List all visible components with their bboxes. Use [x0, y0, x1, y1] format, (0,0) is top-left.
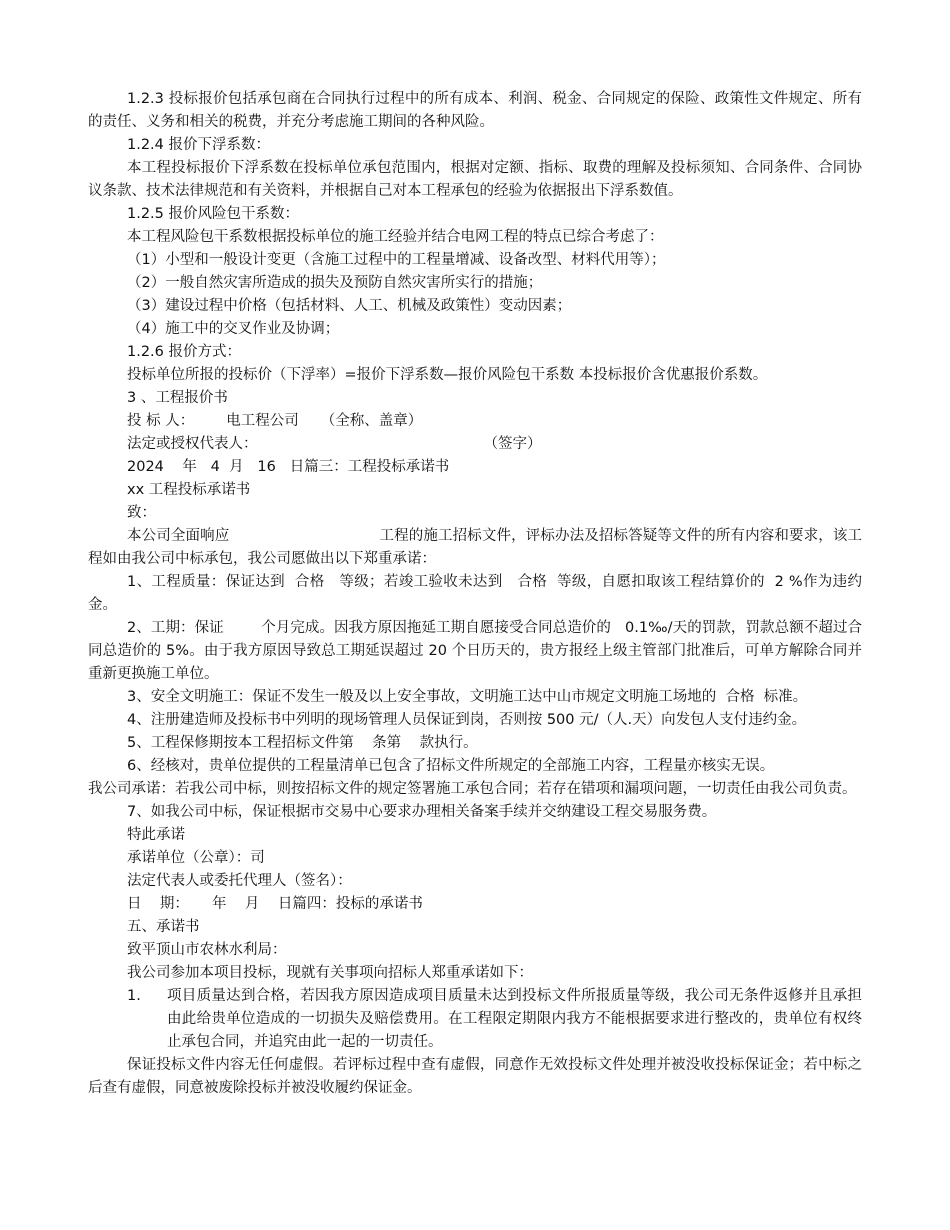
commitment-item-3: 3、安全文明施工：保证不发生一般及以上安全事故，文明施工达中山市规定文明施工场地的 合格 标准。 — [127, 689, 808, 705]
risk-item-4: （4）施工中的交叉作业及协调； — [127, 321, 340, 337]
bidder-seal-note: （全称、盖章） — [320, 413, 423, 429]
bidder-label: 投 标 人： — [127, 413, 195, 429]
clause-1-2-6-body: 投标单位所报的投标价（下浮率）=报价下浮系数—报价风险包干系数 本投标报价含优惠报价系数。 — [127, 367, 768, 383]
bidder-company: 电工程公司 — [226, 413, 299, 429]
representative-line — [88, 433, 862, 456]
clause-1-2-5-body: 本工程风险包干系数根据投标单位的施工经验并结合电网工程的特点已综合考虑了： — [127, 229, 664, 245]
date-line-2: 日 期： 年 月 日篇四：投标的承诺书 — [127, 896, 423, 912]
commitment-item-6: 6、经核对，贵单位提供的工程量清单已包含了招标文件所规定的全部施工内容，工程量亦核实无误。 — [127, 758, 775, 774]
commitment-item-4: 4、注册建造师及投标书中列明的现场管理人员保证到岗，否则按 500 元/（人.天）向发包人支付违约金。 — [127, 712, 807, 728]
salutation-1: 致： — [127, 505, 156, 521]
section-5-heading: 五、承诺书 — [127, 919, 200, 935]
pledge-item-1-number: 1. — [127, 988, 141, 1004]
commitment-item-5: 5、工程保修期按本工程招标文件第 条第 款执行。 — [127, 735, 478, 751]
commitment-item-7: 7、如我公司中标，保证根据市交易中心要求办理相关备案手续并交纳建设工程交易服务费。 — [127, 804, 717, 820]
legal-representative: 法定代表人或委托代理人（签名）： — [127, 873, 352, 889]
date-line-1: 2024 年 4 月 16 日篇三：工程投标承诺书 — [127, 459, 450, 475]
section-3-heading: 3 、工程报价书 — [127, 390, 228, 406]
risk-item-3: （3）建设过程中价格（包括材料、人工、机械及政策性）变动因素； — [127, 298, 572, 314]
representative-sign-note: （签字） — [483, 436, 542, 452]
clause-1-2-5-heading: 1.2.5 报价风险包干系数： — [127, 206, 300, 222]
risk-item-1: （1）小型和一般设计变更（含施工过程中的工程量增减、设备改型、材料代用等）； — [127, 252, 666, 268]
commitment-title: xx 工程投标承诺书 — [127, 482, 251, 498]
commitment-item-1: 1、工程质量：保证达到 合格 等级；若竣工验收未达到 合格 等级，自愿扣取该工程结算价的 2 %作为违约金。 — [88, 574, 862, 613]
clause-1-2-4-heading: 1.2.4 报价下浮系数： — [127, 137, 271, 153]
risk-item-2: （2）一般自然灾害所造成的损失及预防自然灾害所实行的措施； — [127, 275, 543, 291]
commitment-item-2: 2、工期：保证 个月完成。因我方原因拖延工期自愿接受合同总造价的 0.1‰/天的罚款，罚款总额不超过合同总造价的 5%。由于我方原因导致总工期延误超过 20 个日历天的，贵方报经上级主管部门批准后，可单方解除合同并重新更换施工单位。 — [88, 620, 862, 682]
pledge-intro: 我公司参加本项目投标，现就有关事项向招标人郑重承诺如下： — [127, 965, 533, 981]
salutation-2: 致平顶山市农林水利局： — [127, 942, 287, 958]
commitment-intro: 本公司全面响应 工程的施工招标文件，评标办法及招标答疑等文件的所有内容和要求，该工程如由我公司中标承包，我公司愿做出以下郑重承诺： — [88, 528, 862, 567]
commitment-item-6-cont: 我公司承诺：若我公司中标，则按招标文件的规定签署施工承包合同；若存在错项和漏项问题，一切责任由我公司负责。 — [88, 781, 857, 797]
clause-1-2-3: 1.2.3 投标报价包括承包商在合同执行过程中的所有成本、利润、税金、合同规定的保险、政策性文件规定、所有的责任、义务和相关的税费，并充分考虑施工期间的各种风险。 — [88, 91, 862, 130]
closing-phrase: 特此承诺 — [127, 827, 185, 843]
pledge-item-1 — [88, 985, 862, 1054]
bidder-line — [88, 410, 862, 433]
representative-label: 法定或授权代表人： — [127, 436, 258, 452]
committing-unit: 承诺单位（公章）：司 — [127, 850, 265, 866]
pledge-item-1-text: 项目质量达到合格，若因我方原因造成项目质量未达到投标文件所报质量等级，我公司无条件返修并且承担由此给贵单位造成的一切损失及赔偿费用。在工程限定期限内我方不能根据要求进行整改的，贵单位有权终止承包合同，并追究由此一起的一切责任。 — [167, 988, 862, 1050]
pledge-truthfulness: 保证投标文件内容无任何虚假。若评标过程中查有虚假，同意作无效投标文件处理并被没收投标保证金；若中标之后查有虚假，同意被废除投标并被没收履约保证金。 — [88, 1057, 862, 1096]
clause-1-2-6-heading: 1.2.6 报价方式： — [127, 344, 242, 360]
clause-1-2-4-body: 本工程投标报价下浮系数在投标单位承包范围内，根据对定额、指标、取费的理解及投标须知、合同条件、合同协议条款、技术法律规范和有关资料，并根据自己对本工程承包的经验为依据报出下浮系数值。 — [88, 160, 862, 199]
